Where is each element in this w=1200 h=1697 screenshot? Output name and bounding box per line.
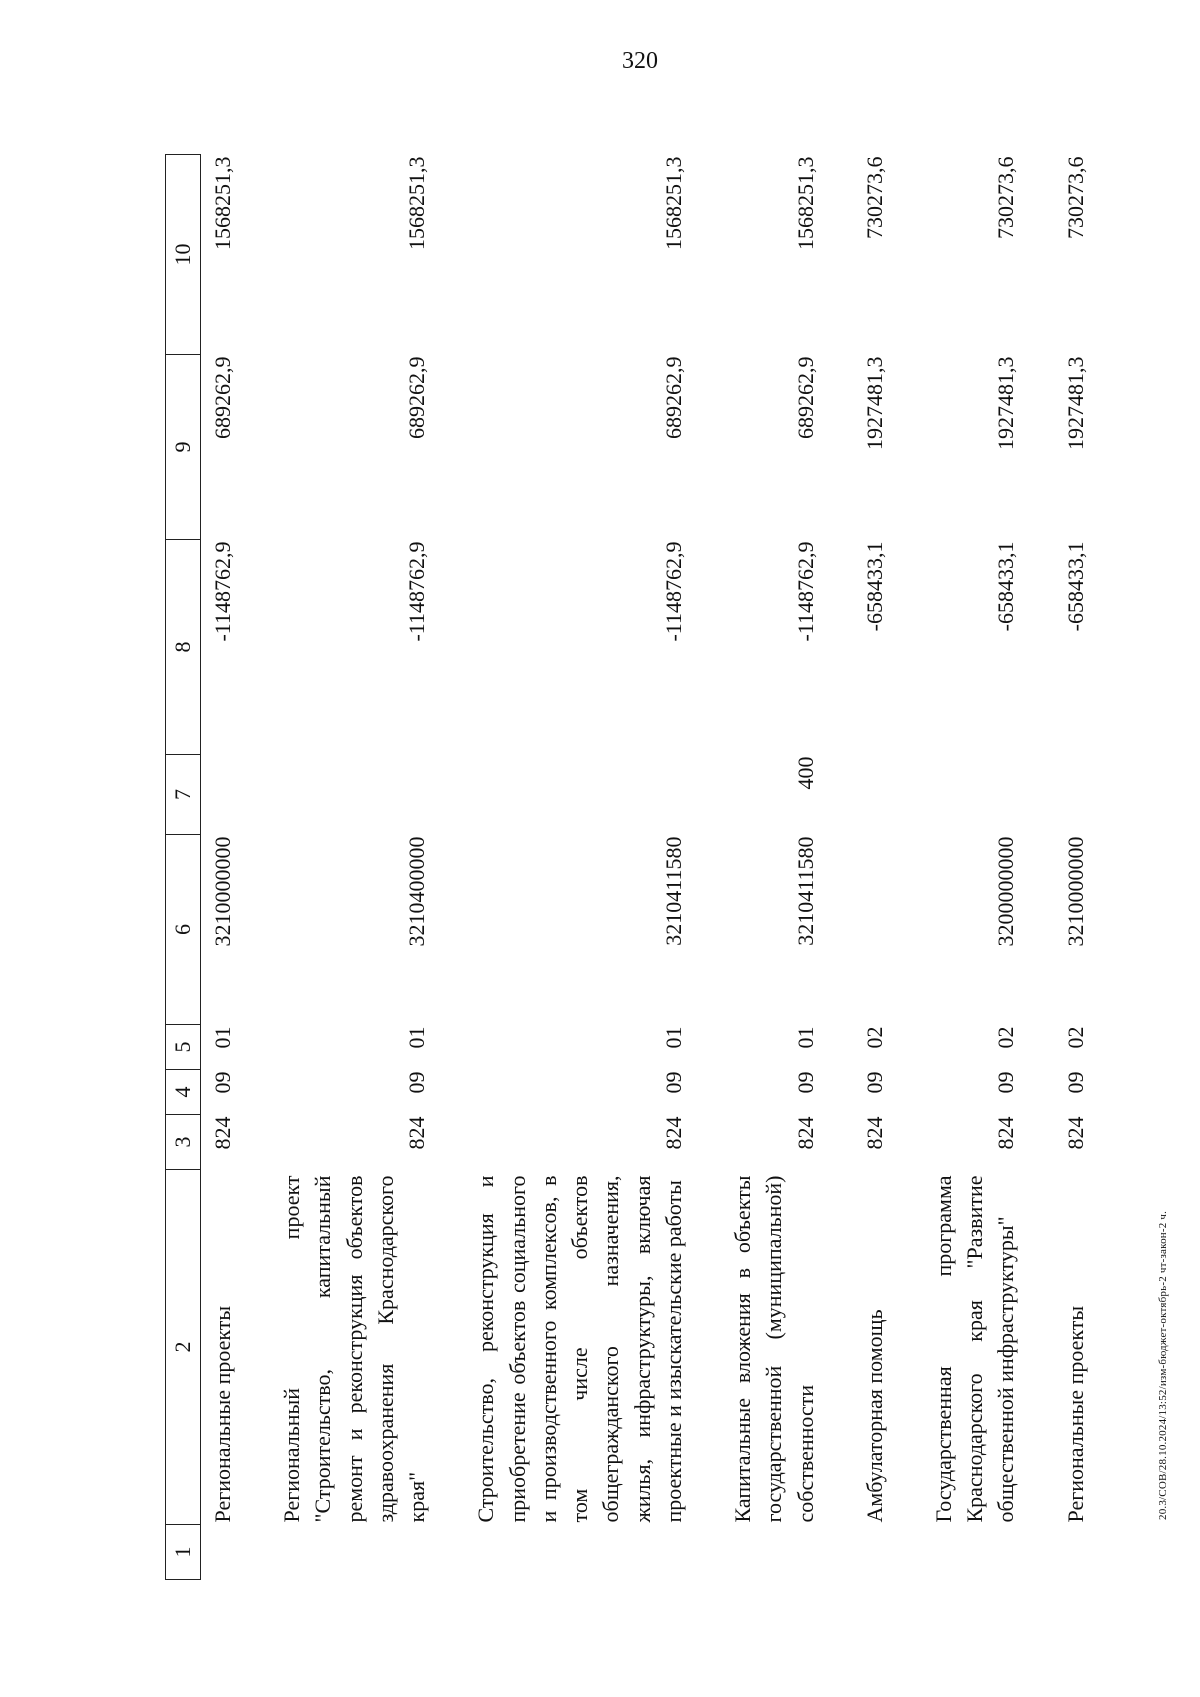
amount-cell: 689262,9: [792, 356, 818, 439]
table-row: [1022, 155, 1091, 1580]
change-amount-cell: -658433,1: [861, 541, 887, 632]
subsection-cell: 02: [1062, 1026, 1088, 1049]
expense-type-cell: [821, 755, 890, 835]
table-body: [201, 155, 1091, 1580]
target-article-cell: 3210000000: [210, 836, 235, 947]
section-cell: 09: [792, 1071, 818, 1094]
row-index-cell: [890, 1525, 1022, 1580]
subsection-cell: 01: [660, 1026, 686, 1049]
expense-type-cell: [238, 755, 432, 835]
table-header-row: [166, 155, 201, 1580]
change-amount-cell: -1148762,9: [210, 541, 235, 642]
expense-type-cell: [432, 755, 689, 835]
section-cell: 09: [993, 1071, 1019, 1094]
target-article-cell: 3210400000: [404, 836, 430, 947]
row-index-cell: [238, 1525, 432, 1580]
row-name-cell: Капитальные вложения в объекты государственной (муниципальной) собственности: [730, 1175, 818, 1523]
change-amount-cell: -1148762,9: [404, 541, 430, 642]
table-row: [890, 155, 1022, 1580]
subsection-cell: 01: [404, 1026, 430, 1049]
admin-code-cell: 824: [404, 1116, 430, 1150]
subsection-cell: 01: [210, 1026, 235, 1049]
admin-code-cell: 824: [993, 1116, 1019, 1150]
amount-cell: 1927481,3: [861, 356, 887, 450]
target-article-cell: 3210411580: [792, 836, 818, 946]
column-header: 2: [166, 1170, 201, 1525]
amount-cell: 689262,9: [660, 356, 686, 439]
table-row: [432, 155, 689, 1580]
footer-code-text: 20.3/СОВ/28.10.2024/13:52/изм-бюджет-октябрь-2 чт-закон-2 ч.: [1157, 1210, 1169, 1520]
table-row: [689, 155, 821, 1580]
target-article-cell: 3210411580: [660, 836, 686, 946]
table-row: [238, 155, 432, 1580]
expense-type-cell: [1022, 755, 1091, 835]
section-cell: 09: [210, 1071, 235, 1094]
total-amount-cell: 730273,6: [993, 156, 1019, 239]
row-name-cell: Амбулаторная помощь: [861, 1309, 887, 1523]
column-header: 6: [166, 835, 201, 1025]
subsection-cell: 01: [792, 1026, 818, 1049]
column-header: 8: [166, 540, 201, 755]
amount-cell: 1927481,3: [993, 356, 1019, 450]
row-index-cell: [201, 1525, 239, 1580]
section-cell: 09: [1062, 1071, 1088, 1094]
amount-cell: 689262,9: [404, 356, 430, 439]
column-header: 3: [166, 1115, 201, 1170]
subsection-cell: 02: [993, 1026, 1019, 1049]
target-article-cell: [821, 835, 890, 1025]
column-header: 4: [166, 1070, 201, 1115]
column-header: 9: [166, 355, 201, 540]
change-amount-cell: -1148762,9: [660, 541, 686, 642]
change-amount-cell: -658433,1: [1062, 541, 1088, 632]
column-header: 7: [166, 755, 201, 835]
budget-table: [165, 154, 1091, 1580]
total-amount-cell: 1568251,3: [210, 156, 235, 250]
row-index-cell: [689, 1525, 821, 1580]
admin-code-cell: 824: [792, 1116, 818, 1150]
row-index-cell: [821, 1525, 890, 1580]
table-row: [201, 155, 239, 1580]
target-article-cell: 3210000000: [1062, 836, 1088, 947]
expense-type-cell: [201, 755, 239, 835]
page-number: 320: [622, 48, 658, 74]
admin-code-cell: 824: [861, 1116, 887, 1150]
row-name-cell: Государственная программа Краснодарского края "Развитие общественной инфраструктуры": [930, 1175, 1019, 1523]
row-index-cell: [432, 1525, 689, 1580]
subsection-cell: 02: [861, 1026, 887, 1049]
amount-cell: 1927481,3: [1062, 356, 1088, 450]
table-row: [821, 155, 890, 1580]
change-amount-cell: -1148762,9: [792, 541, 818, 642]
row-name-cell: Региональный проект "Строительство, капитальный ремонт и реконструкция объектов здравоохранения Краснодарского края": [279, 1175, 430, 1523]
row-index-cell: [1022, 1525, 1091, 1580]
section-cell: 09: [861, 1071, 887, 1094]
row-name-cell: Строительство, реконструкция и приобретение объектов социального и производственного комплексов, в том числе объектов общегражданского назначения, жилья, инфраструктуры, включая проектные и изыскательские работы: [473, 1175, 686, 1523]
admin-code-cell: 824: [660, 1116, 686, 1150]
target-article-cell: 3200000000: [993, 836, 1019, 947]
admin-code-cell: 824: [1062, 1116, 1088, 1150]
section-cell: 09: [404, 1071, 430, 1094]
column-header: 1: [166, 1525, 201, 1580]
total-amount-cell: 1568251,3: [660, 156, 686, 250]
row-name-cell: Региональные проекты: [210, 1305, 235, 1523]
expense-type-cell: [890, 755, 1022, 835]
expense-type-cell: 400: [792, 756, 818, 790]
rotated-table-block: [165, 155, 1088, 1580]
total-amount-cell: 730273,6: [1062, 156, 1088, 239]
section-cell: 09: [660, 1071, 686, 1094]
change-amount-cell: -658433,1: [993, 541, 1019, 632]
admin-code-cell: 824: [210, 1116, 235, 1150]
total-amount-cell: 1568251,3: [404, 156, 430, 250]
total-amount-cell: 730273,6: [861, 156, 887, 239]
amount-cell: 689262,9: [210, 356, 235, 439]
total-amount-cell: 1568251,3: [792, 156, 818, 250]
row-name-cell: Региональные проекты: [1062, 1305, 1088, 1523]
column-header: 5: [166, 1025, 201, 1070]
column-header: 10: [166, 155, 201, 355]
